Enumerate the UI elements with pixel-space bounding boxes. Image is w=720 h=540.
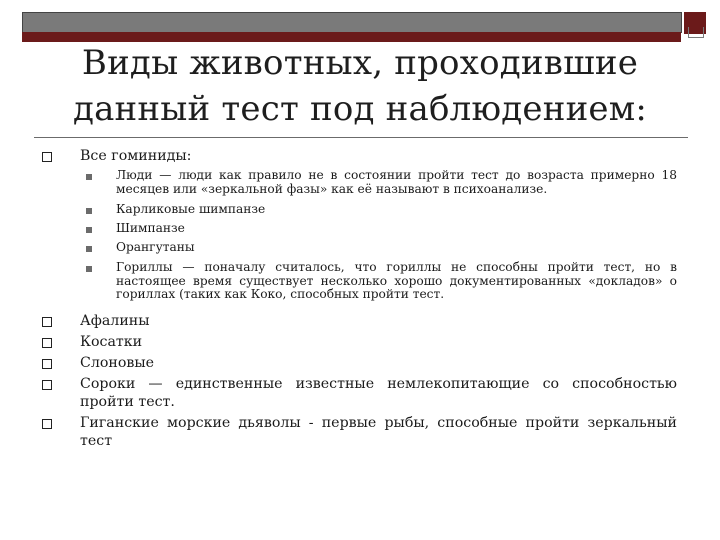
list-item: Сороки — единственные известные немлекопитающие со способностью пройти тест. [80,376,677,410]
hollow-square-bullet-icon [42,338,52,348]
sub-list-item: Шимпанзе [116,221,185,235]
sub-list-item: Карликовые шимпанзе [116,202,266,216]
list-item-hominids: Все гоминиды: [80,148,192,164]
square-bullet-icon [86,246,92,252]
header-bar [22,12,682,33]
title-line-2: данный тест под наблюдением: [72,89,648,129]
list-item: Афалины [80,313,150,329]
list-item: Гиганские морские дьяволы - первые рыбы, способные пройти зеркальный тест [80,415,677,449]
title-divider [34,137,688,138]
hollow-square-bullet-icon [42,152,52,162]
sub-list-item: Гориллы — поначалу считалось, что гориллы не способны пройти тест, но в настоящее время существует несколько хорошо документированных «докладов» о гориллах (таких как Коко, способных пройти тест. [116,260,677,301]
list-item: Слоновые [80,355,155,371]
corner-square-decoration [684,12,706,34]
sub-list-item: Орангутаны [116,240,195,254]
square-bullet-icon [86,174,92,180]
square-bullet-icon [86,227,92,233]
hollow-square-bullet-icon [42,380,52,390]
hollow-square-bullet-icon [42,359,52,369]
slide-title [40,40,680,132]
hollow-square-bullet-icon [42,317,52,327]
square-bullet-icon [86,208,92,214]
title-line-1: Виды животных, проходившие [81,43,639,83]
list-item: Косатки [80,334,143,350]
hollow-square-bullet-icon [42,419,52,429]
square-bullet-icon [86,266,92,272]
sub-list-item: Люди — люди как правило не в состоянии пройти тест до возраста примерно 18 месяцев или «зеркальной фазы» как её называют в психоанализе. [116,168,677,196]
